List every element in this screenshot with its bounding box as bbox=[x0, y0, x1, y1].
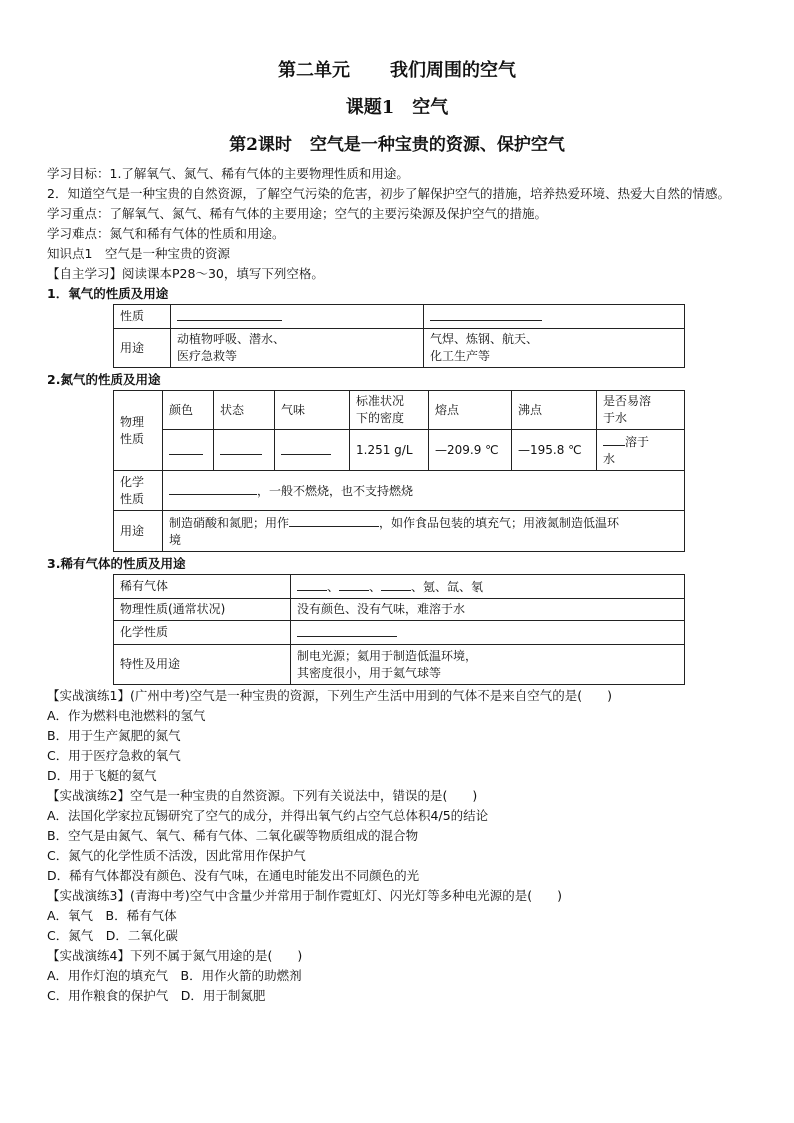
difficult-points: 学习难点：氮气和稀有气体的性质和用途。 bbox=[47, 226, 285, 241]
oxygen-use-right-line: 气焊、炼钢、航天、 bbox=[430, 332, 539, 346]
noble-use-value bbox=[291, 645, 685, 685]
header-density bbox=[350, 391, 429, 430]
noble-gas-value: 、 、 、氪、氙、氡 bbox=[291, 575, 685, 599]
smell-blank[interactable] bbox=[275, 430, 350, 471]
oxygen-use-label: 用途 bbox=[114, 329, 171, 368]
options-ab[interactable]: A．用作灯泡的填充气 B．用作火箭的助燃剂 bbox=[47, 968, 302, 983]
use-text-1: 制造硝酸和氮肥；用作 bbox=[169, 516, 290, 530]
soluble-suffix: 溶于 bbox=[625, 435, 650, 449]
unit-number: 第二单元 bbox=[278, 60, 350, 81]
option-c[interactable]: C．用于医疗急救的氧气 bbox=[47, 748, 181, 763]
melting-value: —209.9 ℃ bbox=[429, 430, 512, 471]
nitrogen-use-value bbox=[163, 511, 685, 552]
noble-chemical-value[interactable] bbox=[291, 621, 685, 645]
noble-use-line: 其密度很小，用于氦气球等 bbox=[297, 665, 442, 680]
header-color: 颜色 bbox=[163, 391, 214, 430]
lesson-heading bbox=[47, 130, 747, 160]
nitrogen-table bbox=[113, 390, 685, 552]
oxygen-section-title: 1．氧气的性质及用途 bbox=[47, 286, 169, 301]
label-line: 化学 bbox=[120, 474, 145, 489]
boiling-value: —195.8 ℃ bbox=[512, 430, 597, 471]
chemical-blank[interactable] bbox=[169, 481, 257, 495]
state-blank[interactable] bbox=[214, 430, 275, 471]
use-text-2: ，如作食品包装的填充气；用液氮制造低温环 bbox=[379, 516, 620, 530]
option-d[interactable]: D．稀有气体都没有颜色、没有气味，在通电时能发出不同颜色的光 bbox=[47, 868, 420, 883]
question-stem: 【实战演练4】下列不属于氮气用途的是( ) bbox=[47, 948, 303, 963]
learning-goal-1: 学习目标：1.了解氧气、氮气、稀有气体的主要物理性质和用途。 bbox=[47, 166, 409, 181]
nitrogen-chemical-value bbox=[163, 471, 685, 511]
option-b[interactable]: B．用于生产氮肥的氮气 bbox=[47, 728, 181, 743]
header-smell: 气味 bbox=[275, 391, 350, 430]
label-line: 性质 bbox=[120, 491, 145, 506]
option-a[interactable]: A．作为燃料电池燃料的氢气 bbox=[47, 708, 206, 723]
oxygen-use-right bbox=[424, 329, 685, 368]
header-line: 于水 bbox=[603, 411, 628, 425]
density-value: 1.251 g/L bbox=[350, 430, 429, 471]
noble-use-line: 制电光源；氦用于制造低温环境， bbox=[297, 648, 478, 663]
noble-gas-table bbox=[113, 574, 685, 685]
worksheet-page bbox=[47, 58, 747, 1006]
noble-physical-value: 没有颜色、没有气味，难溶于水 bbox=[291, 599, 685, 621]
soluble-tail: 水 bbox=[603, 452, 616, 466]
header-melting: 熔点 bbox=[429, 391, 512, 430]
noble-gas-section-title: 3.稀有气体的性质及用途 bbox=[47, 556, 186, 571]
topic-number: 课题1 bbox=[345, 97, 395, 118]
label-line: 性质 bbox=[120, 431, 145, 446]
noble-blank-3[interactable] bbox=[381, 577, 411, 591]
learning-goal-2: 2．知道空气是一种宝贵的自然资源，了解空气污染的危害，初步了解保护空气的措施，培养热爱环境、热爱大自然的情感。 bbox=[47, 186, 730, 201]
option-a[interactable]: A．法国化学家拉瓦锡研究了空气的成分，并得出氧气约占空气总体积4/5的结论 bbox=[47, 808, 489, 823]
oxygen-use-left-line: 动植物呼吸、潜水、 bbox=[177, 332, 286, 346]
soluble-cell bbox=[597, 430, 685, 471]
noble-use-label: 特性及用途 bbox=[114, 645, 291, 685]
oxygen-use-left-line: 医疗急救等 bbox=[177, 349, 238, 363]
option-b[interactable]: B．空气是由氮气、氧气、稀有气体、二氧化碳等物质组成的混合物 bbox=[47, 828, 419, 843]
options-ab[interactable]: A．氧气 B．稀有气体 bbox=[47, 908, 177, 923]
nitrogen-chemical-label bbox=[114, 471, 163, 511]
oxygen-property-blank-1[interactable] bbox=[171, 305, 424, 329]
header-line: 是否易溶 bbox=[603, 394, 652, 408]
practice-question-3 bbox=[47, 886, 747, 946]
option-d[interactable]: D．用于飞艇的氦气 bbox=[47, 768, 157, 783]
knowledge-point: 知识点1 空气是一种宝贵的资源 bbox=[47, 246, 230, 261]
noble-gas-list: 、氪、氙、氡 bbox=[411, 580, 484, 594]
use-blank[interactable] bbox=[289, 513, 379, 527]
unit-heading bbox=[47, 58, 747, 84]
lesson-title: 空气是一种宝贵的资源、保护空气 bbox=[309, 135, 565, 155]
option-c[interactable]: C．氮气的化学性质不活泼，因此常用作保护气 bbox=[47, 848, 306, 863]
unit-title: 我们周围的空气 bbox=[390, 60, 516, 81]
oxygen-table bbox=[113, 304, 685, 368]
options-cd[interactable]: C．用作粮食的保护气 D．用于制氮肥 bbox=[47, 988, 266, 1003]
noble-chemical-blank[interactable] bbox=[297, 623, 397, 637]
topic-heading bbox=[47, 88, 747, 128]
oxygen-property-label: 性质 bbox=[114, 305, 171, 329]
question-stem: 【实战演练3】(青海中考)空气中含量少并常用于制作霓虹灯、闪光灯等多种电光源的是( ) bbox=[47, 888, 562, 903]
chemical-text: ，一般不燃烧，也不支持燃烧 bbox=[257, 484, 414, 498]
header-boiling: 沸点 bbox=[512, 391, 597, 430]
noble-gas-label: 稀有气体 bbox=[114, 575, 291, 599]
soluble-blank[interactable] bbox=[603, 432, 625, 446]
header-soluble bbox=[597, 391, 685, 430]
nitrogen-section-title: 2.氮气的性质及用途 bbox=[47, 372, 161, 387]
nitrogen-physical-label bbox=[114, 391, 163, 471]
noble-physical-label: 物理性质(通常状况) bbox=[114, 599, 291, 621]
question-stem: 【实战演练1】(广州中考)空气是一种宝贵的资源，下列生产生活中用到的气体不是来自空气的是( ) bbox=[47, 688, 612, 703]
label-line: 物理 bbox=[120, 414, 145, 429]
oxygen-use-left bbox=[171, 329, 424, 368]
header-state: 状态 bbox=[214, 391, 275, 430]
header-line: 标准状况 bbox=[356, 394, 405, 408]
nitrogen-use-label: 用途 bbox=[114, 511, 163, 552]
noble-blank-2[interactable] bbox=[339, 577, 369, 591]
noble-chemical-label: 化学性质 bbox=[114, 621, 291, 645]
topic-title: 空气 bbox=[412, 97, 449, 118]
practice-question-1 bbox=[47, 686, 747, 786]
options-cd[interactable]: C．氮气 D．二氧化碳 bbox=[47, 928, 178, 943]
noble-blank-1[interactable] bbox=[297, 577, 327, 591]
header-line: 下的密度 bbox=[356, 411, 405, 425]
question-stem: 【实战演练2】空气是一种宝贵的自然资源。下列有关说法中，错误的是( ) bbox=[47, 788, 478, 803]
self-study-instruction: 【自主学习】阅读课本P28～30，填写下列空格。 bbox=[47, 266, 324, 281]
oxygen-use-right-line: 化工生产等 bbox=[430, 349, 491, 363]
lesson-number: 第2课时 bbox=[229, 135, 292, 155]
color-blank[interactable] bbox=[163, 430, 214, 471]
practice-question-2 bbox=[47, 786, 747, 886]
use-text-3: 境 bbox=[169, 533, 182, 547]
key-points: 学习重点：了解氧气、氮气、稀有气体的主要用途；空气的主要污染源及保护空气的措施。 bbox=[47, 206, 548, 221]
practice-question-4 bbox=[47, 946, 747, 1006]
oxygen-property-blank-2[interactable] bbox=[424, 305, 685, 329]
